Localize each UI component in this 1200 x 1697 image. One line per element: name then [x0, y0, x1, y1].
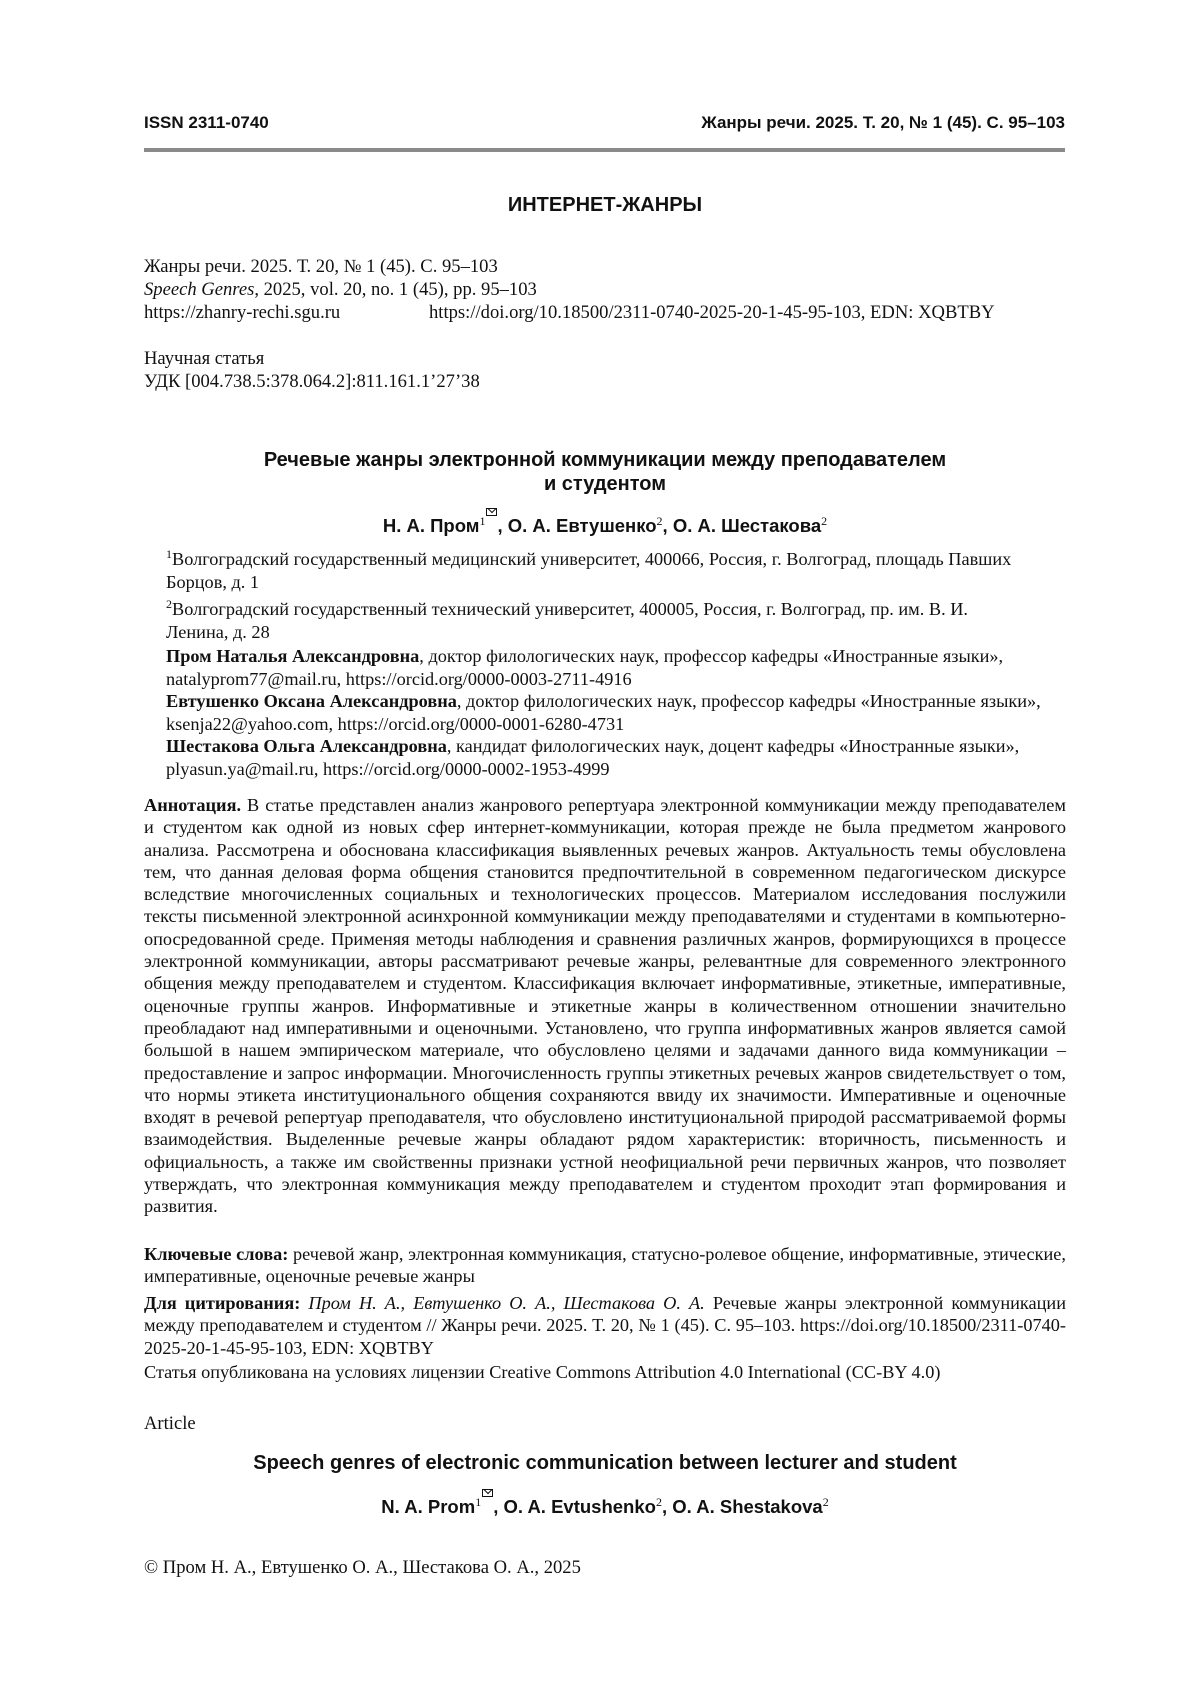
affiliation-mark: 1 — [166, 547, 172, 561]
author-name: N. A. Prom — [381, 1496, 476, 1518]
affiliation — [166, 543, 1026, 593]
author-affiliation-mark: 2 — [655, 1495, 662, 1509]
affiliation-text: Волгоградский государственный медицинский университет, 400066, Россия, г. Волгоград, площадь Павших Борцов, д. 1 — [166, 549, 1012, 592]
article-type: Научная статья — [144, 348, 265, 369]
author-separator: , — [497, 515, 508, 537]
author-affiliation-mark: 2 — [821, 514, 828, 528]
title-ru-line: и студентом — [543, 473, 667, 495]
article-title-en: Speech genres of electronic communication between lecturer and student — [253, 1452, 957, 1474]
annotation — [144, 794, 1066, 1218]
journal-line-ru: Жанры речи. 2025. Т. 20, № 1 (45). С. 95–103 — [144, 256, 498, 277]
affiliation-mark: 2 — [166, 597, 172, 612]
author-name: O. A. Evtushenko — [503, 1496, 656, 1518]
author-name: О. А. Шестакова — [672, 515, 822, 537]
authors-ru — [0, 508, 1200, 537]
keywords — [144, 1243, 1066, 1288]
article-type-info — [144, 347, 480, 393]
journal-issue-en: , 2025, vol. 20, no. 1 (45), pp. 95–103 — [254, 279, 537, 300]
udk: УДК [004.738.5:378.064.2]:811.161.1’27’38 — [144, 371, 480, 392]
author-affiliation-mark: 1 — [479, 514, 497, 528]
journal-info — [144, 255, 1074, 324]
author-detail — [166, 735, 1046, 780]
copyright: © Пром Н. А., Евтушенко О. А., Шестакова О. А., 2025 — [144, 1557, 581, 1578]
doi-link[interactable]: https://doi.org/10.18500/2311-0740-2025-20-1-45-95-103, EDN: XQBTBY — [429, 302, 995, 323]
author-info: , доктор филологических наук, профессор кафедры «Иностранные языки», ksenja22@yahoo.com, https://orcid.org/0000-0001-6280-4731 — [166, 691, 1041, 734]
author-name: O. A. Shestakova — [672, 1496, 823, 1518]
author-name: О. А. Евтушенко — [507, 515, 657, 537]
author-info: , кандидат филологических наук, доцент кафедры «Иностранные языки», plyasun.ya@mail.ru, https://orcid.org/0000-0002-1953-4999 — [166, 736, 1020, 779]
citation-label: Для цитирования: — [144, 1293, 301, 1313]
author-full-name: Шестакова Ольга Александровна — [166, 736, 447, 756]
author-detail — [166, 690, 1046, 735]
affiliation-text: Волгоградский государственный технический университет, 400005, Россия, г. Волгоград, пр. им. В. И. Ленина, д. 28 — [166, 599, 968, 642]
affiliation — [166, 593, 1026, 643]
keywords-label: Ключевые слова: — [144, 1244, 289, 1264]
authors-en — [0, 1489, 1200, 1518]
license-note: Статья опубликована на условиях лицензии Creative Commons Attribution 4.0 International (CC-BY 4.0) — [144, 1362, 941, 1382]
citation — [144, 1292, 1066, 1359]
author-separator: , — [662, 515, 673, 537]
author-affiliation-mark: 2 — [822, 1495, 829, 1509]
author-detail — [166, 645, 1046, 690]
author-affiliation-mark: 1 — [475, 1495, 493, 1509]
header-rule — [144, 148, 1065, 152]
author-full-name: Евтушенко Оксана Александровна — [166, 691, 457, 711]
running-header — [144, 113, 1065, 133]
citation-text: Речевые жанры электронной коммуникации между преподавателем и студентом // Жанры речи. 2025. Т. 20, № 1 (45). С. 95–103. https://doi.org/10.18500/2311-0740-2025-20-1-45-95-103, EDN: XQBTBY — [144, 1293, 1066, 1358]
section-rubric: ИНТЕРНЕТ-ЖАНРЫ — [507, 194, 703, 216]
journal-name-en: Speech Genres — [144, 279, 255, 300]
journal-reference: Жанры речи. 2025. Т. 20, № 1 (45). С. 95–103 — [701, 113, 1065, 132]
issn: ISSN 2311-0740 — [144, 113, 269, 132]
author-affiliation-mark: 2 — [656, 514, 663, 528]
article-type-en: Article — [144, 1413, 196, 1434]
annotation-text: В статье представлен анализ жанрового репертуара электронной коммуникации между преподавателем и студентом как одной из новых сфер интернет-коммуникации, которая прежде не была предметом жанрового анализа. Рассмотрена и обоснована классификация выявленных речевых жанров. Актуальность темы обусловлена тем, что данная деловая форма общения становится предпочтительной в современном педагогическом дискурсе вследствие многочисленных социальных и технологических процессов. Материалом исследования послужили тексты письменной электронной асинхронной коммуникации между преподавателями и студентами в компьютерно-опосредованной среде. Применяя методы наблюдения и сравнения различных жанров, формирующихся в процессе электронной коммуникации, авторы рассматривают речевые жанры, релевантные для современного электронного общения между преподавателем и студентом. Классификация включает информативные, этикетные, императивные, оценочные группы жанров. Информативные и этикетные жанры в количественном отношении значительно преобладают над императивными и оценочными. Установлено, что группа информативных жанров является самой большой в нашем эмпирическом материале, что обусловлено целями и задачами данного вида коммуникации – предоставление и запрос информации. Многочисленность группы этикетных речевых жанров свидетельствует о том, что нормы этикета институционального общения сохраняются ввиду их значимости. Императивные и оценочные входят в речевой репертуар преподавателя, что обусловлено институциональной природой рассматриваемой формы взаимодействия. Выделенные речевые жанры обладают рядом характеристик: вторичность, письменность и официальность, а также им свойственны признаки устной неофициальной речи первичных жанров, что позволяет утверждать, что электронная коммуникация между преподавателем и студентом проходит этап формирования и развития. — [144, 795, 1066, 1217]
mail-icon — [482, 1489, 493, 1497]
author-details — [166, 645, 1046, 780]
title-ru-line: Речевые жанры электронной коммуникации между преподавателем — [263, 449, 947, 471]
journal-links — [144, 301, 1074, 324]
author-info: , доктор филологических наук, профессор кафедры «Иностранные языки», natalyprom77@mail.ru, https://orcid.org/0000-0003-2711-4916 — [166, 646, 1004, 689]
annotation-label: Аннотация. — [144, 795, 242, 815]
author-separator: , — [661, 1496, 673, 1518]
author-name: Н. А. Пром — [382, 515, 480, 537]
mail-icon — [486, 508, 497, 516]
author-separator: , — [493, 1496, 504, 1518]
citation-authors: Пром Н. А., Евтушенко О. А., Шестакова О. А. — [300, 1293, 705, 1313]
keywords-text: речевой жанр, электронная коммуникация, статусно-ролевое общение, информативные, этические, императивные, оценочные речевые жанры — [144, 1244, 1066, 1287]
article-title-ru — [0, 448, 1200, 496]
author-full-name: Пром Наталья Александровна — [166, 646, 420, 666]
site-link[interactable]: https://zhanry-rechi.sgu.ru — [144, 302, 341, 323]
affiliations — [166, 543, 1026, 643]
journal-line-en — [144, 278, 1074, 301]
